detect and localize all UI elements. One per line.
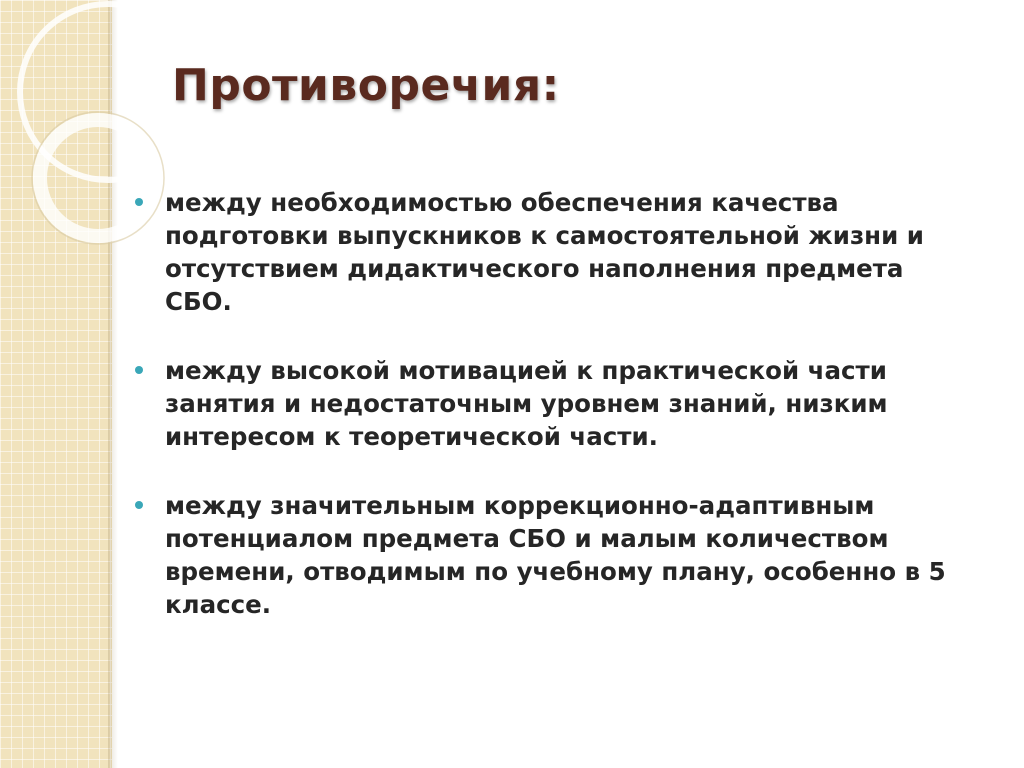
- bullet-text: между необходимостью обеспечения качества подготовки выпускников к самостоятельной жизни и отсутствием дидактического наполнения предмета СБО.: [165, 188, 924, 316]
- bullet-item: [135, 489, 965, 621]
- bullet-item: [135, 354, 965, 453]
- bullet-text: между высокой мотивацией к практической части занятия и недостаточным уровнем знаний, низким интересом к теоретической части.: [165, 356, 888, 451]
- bullet-item: [135, 186, 965, 318]
- slide-title: Противоречия:: [172, 60, 560, 111]
- bullet-dot-icon: [135, 501, 143, 509]
- bullet-list: [135, 186, 965, 657]
- bullet-dot-icon: [135, 366, 143, 374]
- bullet-text: между значительным коррекционно-адаптивным потенциалом предмета СБО и малым количеством времени, отводимым по учебному плану, особенно в 5 классе.: [165, 491, 946, 619]
- bullet-dot-icon: [135, 198, 143, 206]
